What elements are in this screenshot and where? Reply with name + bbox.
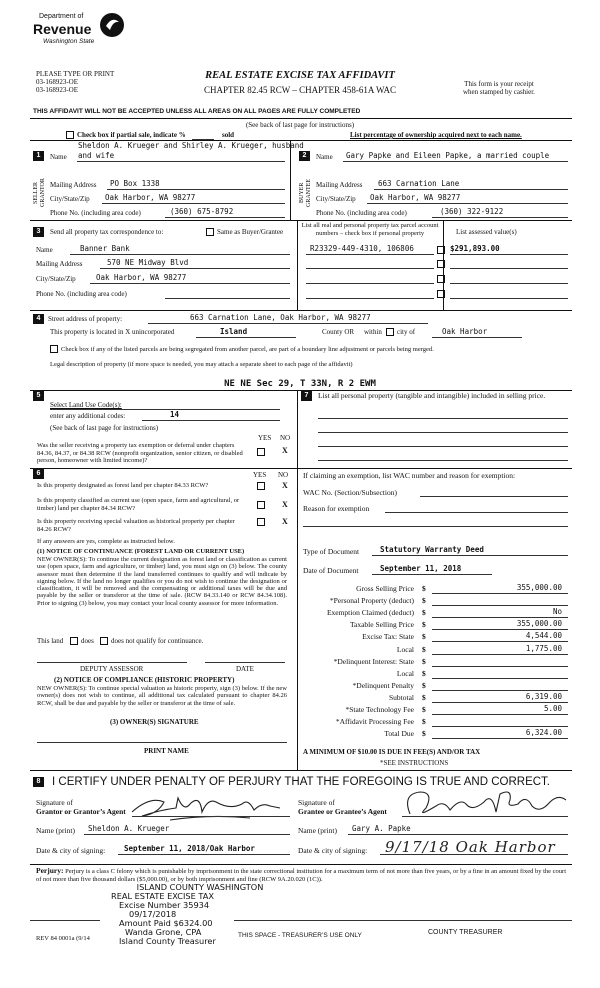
tax-row-label: Local [396, 645, 414, 654]
grantor-name-label: Name (print) [36, 826, 75, 835]
form-id-2: 03-168923-OE [36, 86, 78, 94]
s6-yes: YES [253, 471, 267, 479]
legal-description: NE NE Sec 29, T 33N, R 2 EWM [224, 379, 376, 389]
sold-label: sold [222, 131, 235, 139]
buyer-name: Gary Papke and Eileen Papke, a married couple [346, 151, 550, 160]
grantor-date-label: Date & city of signing: [36, 846, 106, 855]
additional-codes-label: enter any additional codes: [50, 412, 126, 420]
perjury-text: Perjury is a class C felony which is punishable by imprisonment in the state correctional institution for a maximum term of not more than five years, or by a fine in an amount fixed by the court of not more than five thousand dollars ($5,000.00), or by both imprisonment and fine (RCW 9A.20.020 (1C)). [36, 868, 567, 883]
receipt-line2: when stamped by cashier. [463, 88, 535, 96]
tax-corr-mail: 570 NE Midway Blvd [107, 258, 189, 267]
notice2-title: (2) NOTICE OF COMPLIANCE (HISTORIC PROPERTY) [54, 676, 235, 684]
tax-row-line [432, 666, 568, 667]
pct-ownership-label: List percentage of ownership acquired next to each name. [350, 131, 522, 139]
personal-prop-checkbox-4[interactable] [437, 290, 445, 298]
s2-phone-label: Phone No. (including area code) [316, 209, 407, 217]
tax-row-currency: $ [422, 669, 426, 678]
exemption-label: If claiming an exemption, list WAC number and reason for exemption: [303, 471, 516, 480]
land-does-not-checkbox[interactable] [100, 637, 108, 645]
s2-name-label: Name [316, 153, 333, 161]
does-label: does [81, 637, 94, 645]
receipt-note [463, 80, 535, 96]
stamp-line2: REAL ESTATE EXCISE TAX [111, 891, 214, 901]
dor-dept-line2: Revenue [33, 21, 92, 37]
land-use-label: Select Land Use Code(s): [50, 401, 122, 409]
tax-row-line [432, 641, 568, 642]
section-4-number: 4 [33, 314, 44, 324]
s1-name-label: Name [50, 153, 67, 161]
assessed-value: $291,893.00 [450, 244, 500, 253]
s2-city-label: City/State/Zip [316, 195, 356, 203]
seller-grantor-side-label: SELLER GRANTOR [33, 178, 46, 208]
tax-row-line [432, 726, 568, 727]
s3-send-label: Send all property tax correspondence to: [50, 228, 164, 236]
tax-corr-name: Banner Bank [80, 244, 130, 253]
parcel-header-line1: List all real and personal property tax parcel account [301, 222, 439, 229]
grantor-signature [130, 790, 290, 822]
s5-yes-checkbox[interactable] [257, 448, 265, 456]
city-value: Oak Harbor [442, 327, 488, 336]
located-label: This property is located in X unincorporated [50, 328, 175, 336]
section-5-number: 5 [33, 391, 44, 401]
tax-row-label: Taxable Selling Price [349, 620, 414, 629]
tax-row-line [432, 690, 568, 691]
stamp-line7: Island County Treasurer [119, 936, 216, 946]
street-address: 663 Carnation Lane, Oak Harbor, WA 98277 [190, 313, 371, 322]
see-instructions: *SEE INSTRUCTIONS [380, 759, 449, 767]
within-label: within [364, 328, 382, 336]
section-3-number: 3 [33, 227, 44, 237]
tax-row-line [432, 593, 568, 594]
section-2-number: 2 [299, 151, 310, 161]
same-as-buyer-label: Same as Buyer/Grantee [217, 228, 284, 236]
doc-date-label: Date of Document [303, 566, 359, 575]
s2-mail-label: Mailing Address [316, 181, 363, 189]
county-value: Island [220, 327, 248, 336]
doc-type: Statutory Warranty Deed [380, 545, 484, 554]
notice1-title: (1) NOTICE OF CONTINUANCE (FOREST LAND OR CURRENT USE) [37, 548, 245, 555]
see-back-top: (See back of last page for instructions) [245, 121, 355, 129]
county-treasurer-label: COUNTY TREASURER [428, 929, 503, 936]
doc-type-label: Type of Document [303, 547, 360, 556]
buyer-grantee-side-label: BUYER GRANTEE [299, 179, 312, 207]
seller-phone: (360) 675-8792 [170, 207, 234, 216]
doc-date: September 11, 2018 [380, 564, 462, 573]
current-use-answer: X [282, 500, 288, 509]
parcel-header [300, 222, 440, 237]
tax-row-line [432, 702, 568, 703]
stamp-line3: Excise Number 35934 [119, 900, 210, 910]
s3-mail-label: Mailing Address [36, 260, 83, 268]
tax-row-label: Gross Selling Price [356, 584, 414, 593]
grantor-date-city: September 11, 2018/Oak Harbor [124, 844, 255, 853]
stamp-line5: Amount Paid $6324.00 [119, 918, 213, 928]
buyer-city: Oak Harbor, WA 98277 [370, 193, 461, 202]
tax-row-value: 355,000.00 [516, 619, 562, 628]
grantor-sig-label1: Signature of [36, 798, 73, 807]
land-does-checkbox[interactable] [70, 637, 78, 645]
grantor-sig-label2: Grantor or Grantor’s Agent [36, 807, 126, 816]
s1-city-label: City/State/Zip [50, 195, 90, 203]
county-label: County OR [322, 328, 355, 336]
treasurer-use-only: THIS SPACE - TREASURER’S USE ONLY [238, 932, 362, 939]
grantee-date-label: Date & city of signing: [298, 846, 368, 855]
buyer-mail: 663 Carnation Lane [378, 179, 460, 188]
parcel-header-line2: numbers – check box if personal property [315, 229, 425, 237]
segregated-label: Check box if any of the listed parcels are being segregated from another parcel, are part of a boundary line adjustment or parcels being merged. [61, 346, 434, 353]
print-name-label: PRINT NAME [144, 747, 189, 755]
personal-prop-checkbox-1[interactable] [437, 246, 445, 254]
tax-row-label: *Delinquent Penalty [352, 681, 414, 690]
personal-prop-checkbox-2[interactable] [437, 260, 445, 268]
grantee-sig-label1: Signature of [298, 798, 335, 807]
current-use-yes-checkbox[interactable] [257, 501, 265, 509]
perjury-notice [36, 867, 570, 883]
s3-name-label: Name [36, 246, 53, 254]
personal-prop-checkbox-3[interactable] [437, 275, 445, 283]
seller-name-line2: and wife [78, 151, 115, 160]
tax-row-label: *Affidavit Processing Fee [335, 717, 414, 726]
buyer-phone: (360) 322-9122 [440, 207, 504, 216]
grantee-name: Gary A. Papke [352, 824, 411, 833]
tax-row-currency: $ [422, 705, 426, 714]
form-title: REAL ESTATE EXCISE TAX AFFIDAVIT [205, 70, 395, 81]
s3-phone-label: Phone No. (including area code) [36, 290, 127, 298]
grantee-date-city: 9/17/18 Oak Harbor [385, 838, 556, 856]
tax-row-currency: $ [422, 657, 426, 666]
minimum-due-note: A MINIMUM OF $10.00 IS DUE IN FEE(S) AND/OR TAX [303, 748, 481, 756]
tax-row-value: 6,319.00 [525, 692, 562, 701]
s6-no: NO [278, 471, 289, 479]
please-type: PLEASE TYPE OR PRINT [36, 70, 115, 78]
personal-property-label: List all personal property (tangible and intangible) included in selling price. [318, 391, 546, 400]
if-yes-note: If any answers are yes, complete as instructed below. [37, 538, 175, 545]
tax-row-label: *State Technology Fee [345, 705, 414, 714]
forest-question: Is this property designated as forest land per chapter 84.33 RCW? [37, 482, 209, 489]
tax-row-line [432, 654, 568, 655]
s1-phone-label: Phone No. (including area code) [50, 209, 141, 217]
tax-row-label: Local [396, 669, 414, 678]
form-id-1: 03-168923-OE [36, 78, 78, 86]
s5-answer-no: X [282, 446, 288, 455]
section-8-number: 8 [33, 777, 44, 787]
s5-see-back: (See back of last page for instructions) [50, 424, 159, 432]
tax-row-currency: $ [422, 645, 426, 654]
tax-row-currency: $ [422, 717, 426, 726]
exemption-question: Was the seller receiving a property tax exemption or deferral under chapters 84.36, 84.37, or 84.38 RCW (nonprofit organization, senior citizen, or disabled person, homeowner with limited income)? [37, 442, 243, 464]
stamp-line4: 09/17/2018 [129, 909, 177, 919]
forest-yes-checkbox[interactable] [257, 482, 265, 490]
date-label: DATE [236, 665, 254, 673]
tax-row-line [432, 629, 568, 630]
s1-mail-label: Mailing Address [50, 181, 97, 189]
tax-row-value: 6,324.00 [525, 728, 562, 737]
tax-row-currency: $ [422, 632, 426, 641]
tax-row-currency: $ [422, 596, 426, 605]
perjury-label: Perjury: [36, 866, 64, 875]
owner-signature-label: (3) OWNER(S) SIGNATURE [110, 718, 199, 726]
partial-sale-label: Check box if partial sale, indicate % [77, 131, 186, 139]
dor-dept-line3: Washington State [43, 38, 95, 45]
parcel-number: R23329-449-4310, 106806 [310, 244, 414, 253]
warning: THIS AFFIDAVIT WILL NOT BE ACCEPTED UNLESS ALL AREAS ON ALL PAGES ARE FULLY COMPLETED [33, 108, 361, 115]
seller-city: Oak Harbor, WA 98277 [105, 193, 196, 202]
tax-corr-city: Oak Harbor, WA 98277 [96, 273, 187, 282]
notice2-body: NEW OWNER(S): To continue special valuation as historic property, sign (3) below. If the new owner(s) does not wish to continue, all additional tax calculated pursuant to chapter 84.26 RCW, shall be due and payable by the seller or transferor at the time of sale. [37, 685, 287, 707]
s5-yes: YES [258, 434, 272, 442]
grantee-sig-label2: Grantee or Grantee’s Agent [298, 807, 387, 816]
s5-no: NO [280, 434, 291, 442]
s3-city-label: City/State/Zip [36, 275, 76, 283]
segregated-checkbox[interactable] [50, 345, 58, 353]
reason-label: Reason for exemption [303, 504, 370, 513]
land-use-code: 14 [170, 410, 180, 419]
tax-row-currency: $ [422, 620, 426, 629]
tax-row-currency: $ [422, 681, 426, 690]
tax-row-value: 5.00 [543, 704, 562, 713]
tax-row-label: *Personal Property (deduct) [329, 596, 414, 605]
certify-statement: I CERTIFY UNDER PENALTY OF PERJURY THAT THE FOREGOING IS TRUE AND CORRECT. [52, 776, 550, 788]
tax-row-value: No [552, 607, 562, 616]
section-6-number: 6 [33, 469, 44, 479]
tax-row-line [432, 678, 568, 679]
historic-yes-checkbox[interactable] [257, 518, 265, 526]
does-not-label: does not qualify for continuance. [111, 637, 204, 645]
section-7-number: 7 [301, 391, 312, 401]
legal-label: Legal description of property (if more space is needed, you may attach a separate sheet to each page of the affidavit) [50, 361, 353, 368]
tax-row-currency: $ [422, 729, 426, 738]
tax-row-line [432, 605, 568, 606]
tax-row-currency: $ [422, 584, 426, 593]
assessed-header: List assessed value(s) [456, 228, 517, 236]
wac-label: WAC No. (Section/Subsection) [303, 488, 397, 497]
stamp-line1: ISLAND COUNTY WASHINGTON [136, 882, 264, 892]
historic-question: Is this property receiving special valuation as historical property per chapter 84.26 RCW? [37, 518, 235, 533]
same-as-buyer-checkbox[interactable] [206, 228, 214, 236]
tax-row-label: *Delinquent Interest: State [333, 657, 414, 666]
forest-answer: X [282, 481, 288, 490]
grantee-signature [400, 784, 570, 824]
tax-row-label: Subtotal [388, 693, 414, 702]
city-of-label: city of [397, 328, 416, 336]
this-land-label: This land [37, 637, 64, 645]
city-of-checkbox[interactable] [386, 328, 394, 336]
washington-logo-icon [99, 12, 125, 38]
street-label: Street address of property: [48, 315, 123, 323]
section-1-number: 1 [33, 151, 44, 161]
tax-row-value: 355,000.00 [516, 583, 562, 592]
seller-mail: PO Box 1338 [110, 179, 160, 188]
partial-sale-checkbox[interactable] [66, 131, 74, 139]
dor-logo [33, 12, 125, 52]
seller-name-line1: Sheldon A. Krueger and Shirley A. Krueger, husband [78, 141, 304, 150]
current-use-question: Is this property classified as current use (open space, farm and agricultural, or timber) land per chapter 84.34 RCW? [37, 497, 240, 512]
historic-answer: X [282, 517, 288, 526]
form-chapter: CHAPTER 82.45 RCW – CHAPTER 458-61A WAC [204, 85, 396, 95]
stamp-line6: Wanda Grone, CPA [125, 927, 202, 937]
tax-row-line [432, 617, 568, 618]
tax-row-label: Total Due [384, 729, 414, 738]
tax-row-label: Excise Tax: State [362, 632, 414, 641]
deputy-assessor-label: DEPUTY ASSESSOR [80, 665, 144, 673]
notice1-body: NEW OWNER(S): To continue the current designation as forest land or classification as current use (open space, farm and agriculture, or timber) land, you must sign on (3) below. The county assessor must then determine if the land transferred continues to qualify and will indicate by signing below. If the land no longer qualifies or you do not wish to continue the designation or classification, it will be removed and the compensating or additional taxes will be due and payable by the seller or transferor at the time of sale. (RCW 84.33.140 or RCW 84.34.108). Prior to signing (3) below, you may contact your local county assessor for more information. [37, 556, 287, 607]
tax-row-label: Exemption Claimed (deduct) [326, 608, 414, 617]
grantee-name-label: Name (print) [298, 826, 337, 835]
tax-row-currency: $ [422, 693, 426, 702]
rev-number: REV 84 0001a (9/14 [36, 935, 90, 942]
tax-row-value: 1,775.00 [525, 644, 562, 653]
tax-row-currency: $ [422, 608, 426, 617]
tax-row-value: 4,544.00 [525, 631, 562, 640]
receipt-line1: This form is your receipt [464, 80, 534, 88]
dor-dept-line1: Department of [39, 13, 84, 20]
tax-row-line [432, 738, 568, 739]
tax-row-line [432, 714, 568, 715]
grantor-name: Sheldon A. Krueger [88, 824, 170, 833]
